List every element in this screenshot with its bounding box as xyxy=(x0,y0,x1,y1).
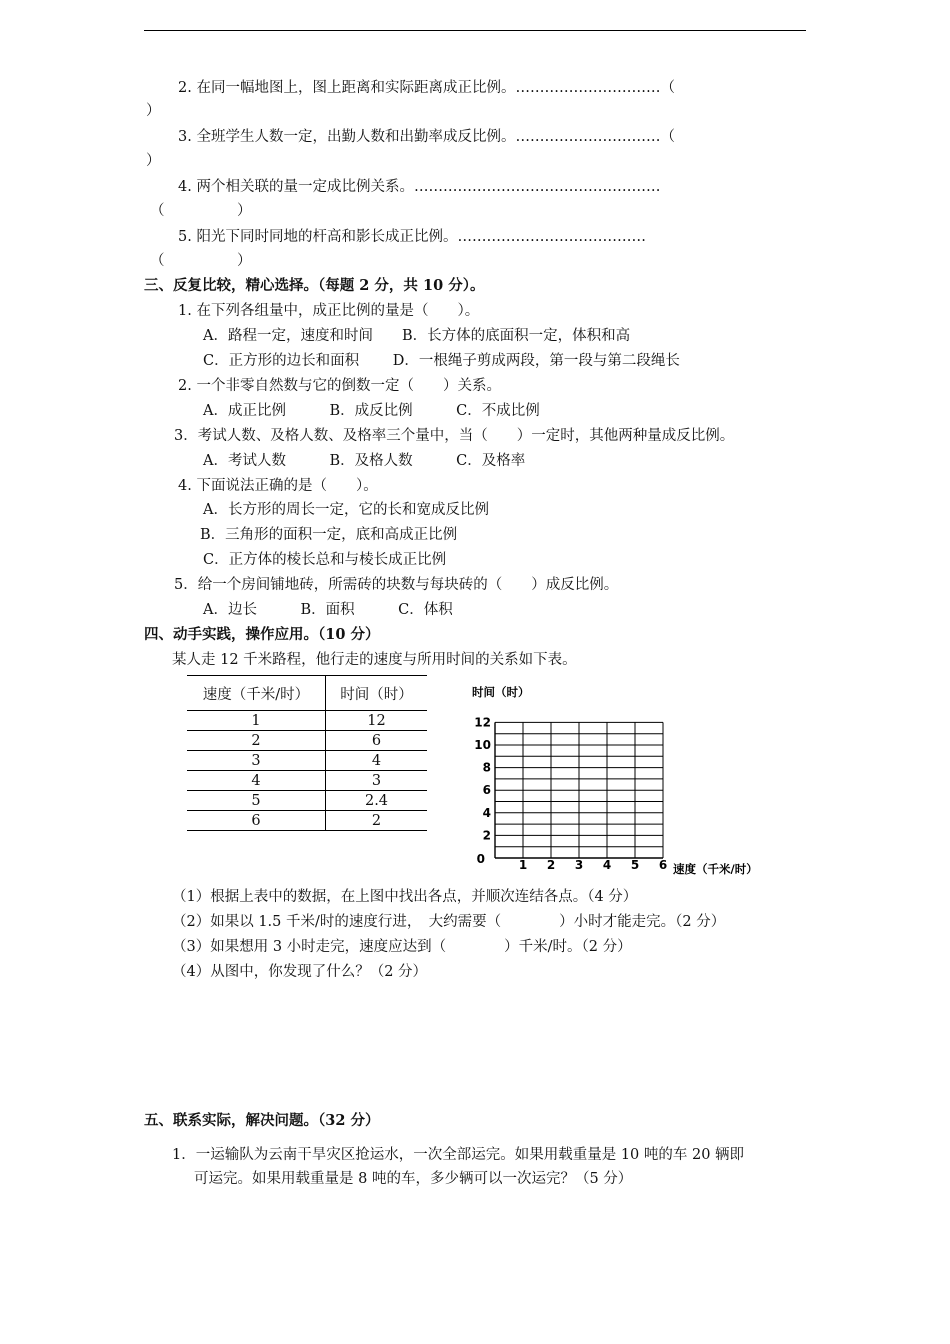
choice-q3-options: A．考试人数 B．及格人数 C．及格率 xyxy=(203,453,526,469)
top-rule xyxy=(144,30,806,31)
table-cell-time: 3 xyxy=(326,771,428,791)
y-axis-label: 时间（时） xyxy=(472,685,530,699)
choice-q2: 2. 一个非零自然数与它的倒数一定（ ）关系。 xyxy=(178,378,501,394)
table-cell-speed: 1 xyxy=(187,711,326,731)
choice-q4-option-b: B．三角形的面积一定，底和高成正比例 xyxy=(200,527,458,543)
table-cell-time: 2 xyxy=(326,811,428,831)
practice-q2: （2）如果以 1.5 千米/时的速度行进， 大约需要（ ）小时才能走完。（2 分） xyxy=(172,914,726,930)
choice-q2-options: A．成正比例 B．成反比例 C．不成比例 xyxy=(203,403,540,419)
choice-q5: 5．给一个房间铺地砖，所需砖的块数与每块砖的（ ）成反比例。 xyxy=(174,577,619,593)
table-cell-speed: 2 xyxy=(187,731,326,751)
table-cell-speed: 6 xyxy=(187,811,326,831)
x-tick-label: 3 xyxy=(574,858,584,872)
table-cell-speed: 3 xyxy=(187,751,326,771)
origin-label: 0 xyxy=(476,852,485,866)
choice-q4-option-a: A．长方形的周长一定，它的长和宽成反比例 xyxy=(203,502,489,518)
table-header-speed: 速度（千米/时） xyxy=(187,676,326,711)
judge-q2: 2. 在同一幅地图上，图上距离和实际距离成正比例。…………………………（ xyxy=(178,80,675,96)
y-tick-label: 4 xyxy=(482,805,491,820)
table-cell-speed: 4 xyxy=(187,771,326,791)
practice-q3: （3）如果想用 3 小时走完，速度应达到（ ）千米/时。（2 分） xyxy=(172,939,632,955)
y-tick-label: 12 xyxy=(474,715,491,730)
choice-q3: 3．考试人数、及格人数、及格率三个量中，当（ ）一定时，其他两种量成反比例。 xyxy=(174,428,735,444)
y-tick-label: 10 xyxy=(474,738,491,752)
judge-q5-bracket: （ ） xyxy=(150,253,252,269)
x-tick-label: 1 xyxy=(518,858,528,872)
table-row xyxy=(187,711,427,731)
choice-q4-option-c: C．正方体的棱长总和与棱长成正比例 xyxy=(203,552,447,568)
table-row xyxy=(187,751,427,771)
section5-title: 五、联系实际，解决问题。（32 分） xyxy=(144,1112,380,1129)
section4-intro: 某人走 12 千米路程，他行走的速度与所用时间的关系如下表。 xyxy=(172,652,577,668)
table-header-time: 时间（时） xyxy=(326,676,428,711)
problem-q1-line2: 可运完。如果用载重量是 8 吨的车，多少辆可以一次运完？（5 分） xyxy=(194,1171,633,1187)
section4-title: 四、动手实践，操作应用。（10 分） xyxy=(144,626,380,643)
judge-q4-bracket: （ ） xyxy=(150,203,252,219)
x-tick-label: 2 xyxy=(546,858,556,872)
y-tick-label: 2 xyxy=(482,828,491,843)
table-row xyxy=(187,771,427,791)
speed-time-table xyxy=(187,675,427,831)
choice-q1: 1. 在下列各组量中，成正比例的量是（ ）。 xyxy=(178,303,480,319)
judge-q3: 3. 全班学生人数一定，出勤人数和出勤率成反比例。…………………………（ xyxy=(178,129,675,145)
table-cell-time: 2.4 xyxy=(326,791,428,811)
judge-q2-bracket: ） xyxy=(146,103,161,119)
x-tick-label: 6 xyxy=(658,858,668,872)
table-cell-speed: 5 xyxy=(187,791,326,811)
judge-q4: 4. 两个相关联的量一定成比例关系。…………………………………………… xyxy=(178,179,661,195)
table-cell-time: 12 xyxy=(326,711,428,731)
choice-q4: 4. 下面说法正确的是（ ）。 xyxy=(178,478,378,494)
table-cell-time: 4 xyxy=(326,751,428,771)
practice-q1: （1）根据上表中的数据，在上图中找出各点，并顺次连结各点。（4 分） xyxy=(172,889,638,905)
y-tick-label: 6 xyxy=(482,783,491,798)
practice-q4: （4）从图中，你发现了什么？（2 分） xyxy=(172,964,428,980)
x-axis-label: 速度（千米/时） xyxy=(673,862,758,876)
judge-q3-bracket: ） xyxy=(146,153,161,169)
choice-q5-options: A．边长 B．面积 C．体积 xyxy=(203,602,453,618)
table-row xyxy=(187,731,427,751)
x-tick-label: 4 xyxy=(602,858,612,872)
x-tick-label: 5 xyxy=(630,858,640,872)
problem-q1-line1: 1．一运输队为云南干旱灾区抢运水，一次全部运完。如果用载重量是 10 吨的车 20 辆即 xyxy=(172,1147,745,1163)
judge-q5: 5. 阳光下同时同地的杆高和影长成正比例。………………………………… xyxy=(178,229,646,245)
table-row xyxy=(187,791,427,811)
choice-q1-options-cd: C．正方形的边长和面积 D．一根绳子剪成两段，第一段与第二段绳长 xyxy=(203,353,680,369)
table-row xyxy=(187,811,427,831)
section3-title: 三、反复比较，精心选择。（每题 2 分，共 10 分）。 xyxy=(144,277,485,294)
choice-q1-options-ab: A．路程一定，速度和时间 B．长方体的底面积一定，体积和高 xyxy=(203,328,631,344)
speed-time-graph[interactable] xyxy=(460,680,800,880)
y-tick-label: 8 xyxy=(482,760,491,775)
table-cell-time: 6 xyxy=(326,731,428,751)
